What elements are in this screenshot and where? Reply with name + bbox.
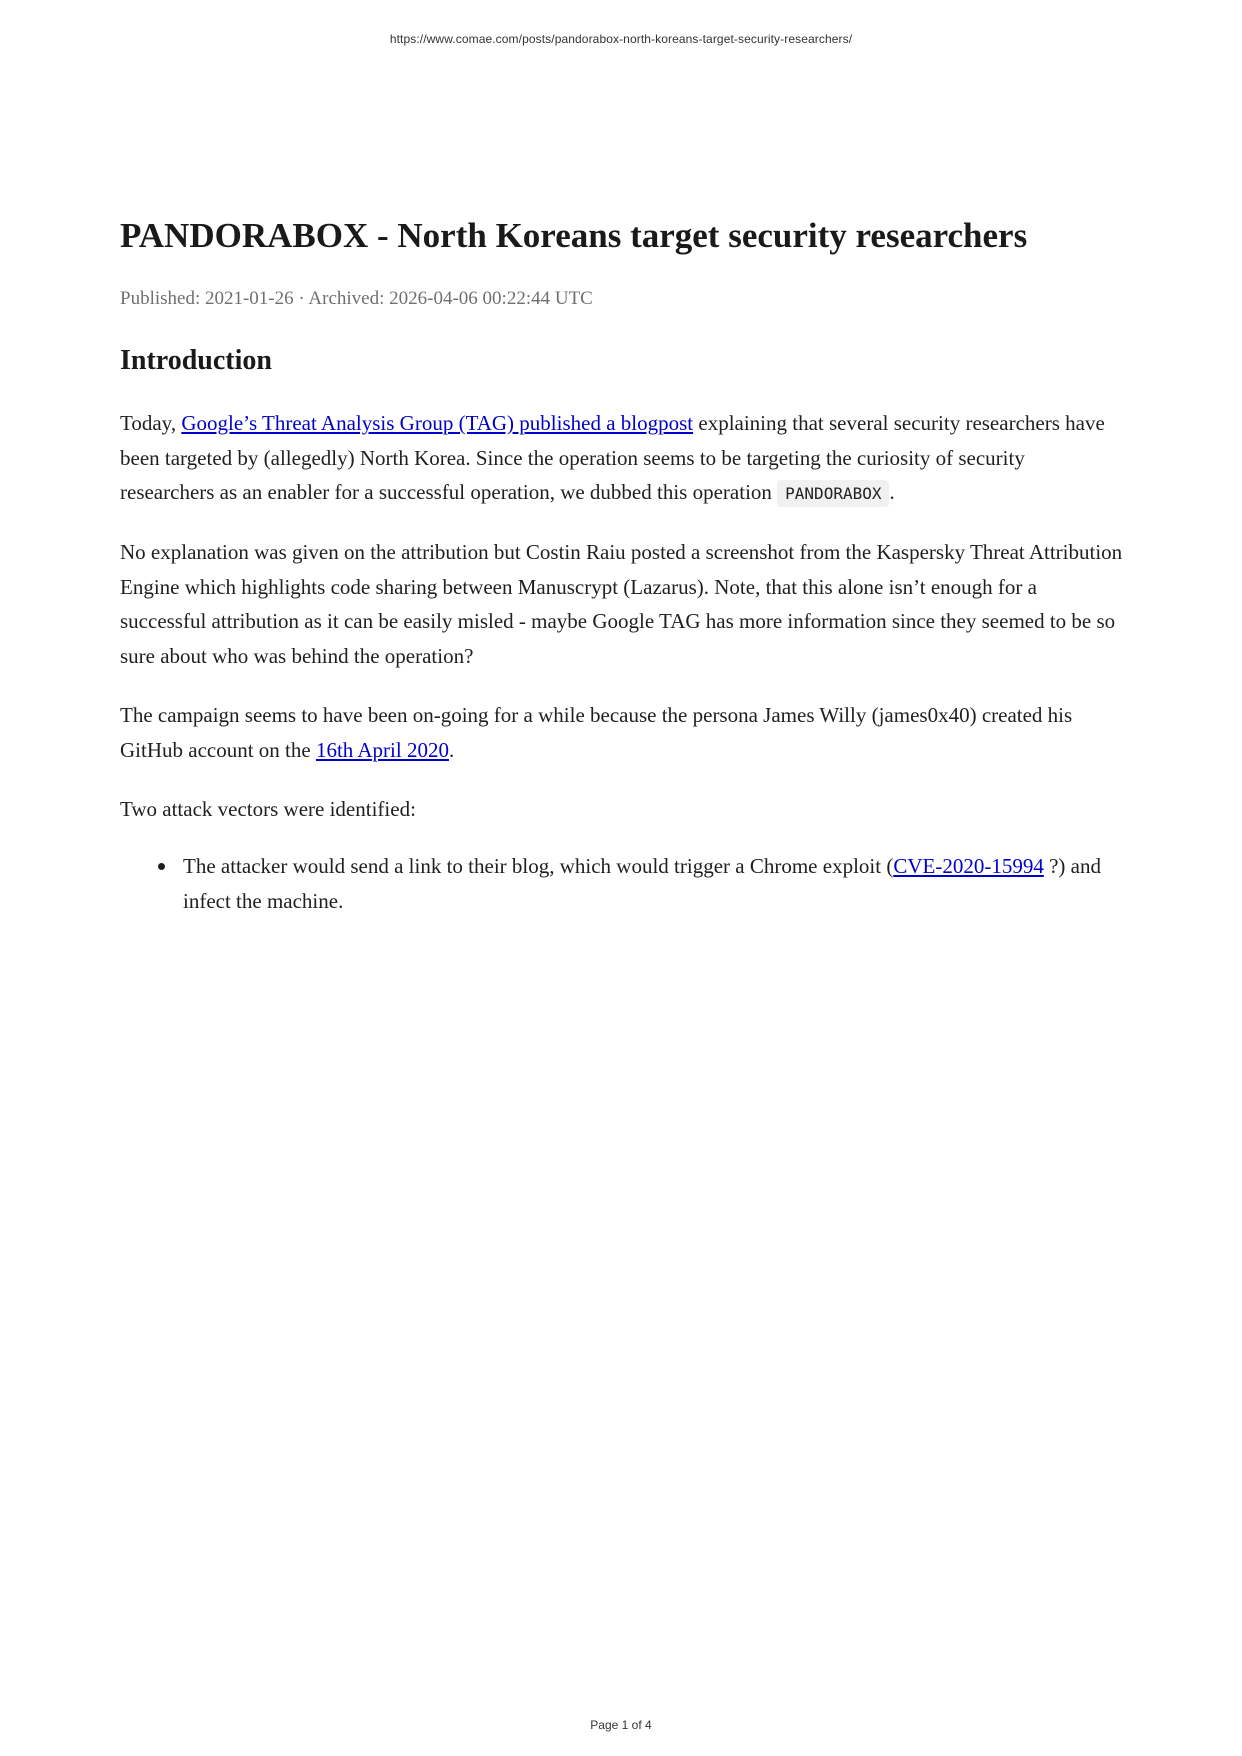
google-tag-blogpost-link[interactable]: Google’s Threat Analysis Group (TAG) published a blogpost [181,411,694,435]
list-item-text: ?) and infect the machine. [183,854,1101,913]
attack-vectors-paragraph: Two attack vectors were identified: [120,797,416,821]
attack-vector-list [120,849,1124,918]
paragraph-text: . [889,480,895,504]
intro-paragraph [120,406,1124,512]
operation-name-code: PANDORABOX [777,480,889,507]
cve-link[interactable]: CVE-2020-15994 [893,854,1044,878]
paragraph-text: The campaign seems to have been on-going for a while because the persona James Willy (james0x40) created his GitHub account on the [120,703,1073,762]
list-item [120,849,1124,918]
page-title: PANDORABOX - North Koreans target security researchers [120,216,1028,255]
section-heading-introduction: Introduction [120,345,272,376]
page-number: Page 1 of 4 [590,1718,652,1732]
github-date-link[interactable]: 16th April 2020 [315,737,449,762]
publish-meta: Published: 2021-01-26 · Archived: 2026-04-06 00:22:44 UTC [120,288,593,309]
campaign-paragraph [120,698,1124,767]
page-url-header: https://www.comae.com/posts/pandorabox-north-koreans-target-security-researchers/ [389,32,853,46]
paragraph-text: . [448,737,455,762]
attribution-paragraph: No explanation was given on the attribution but Costin Raiu posted a screenshot from the Kaspersky Threat Attribution Engine which highlights code sharing between Manuscrypt (Lazarus). Note, that this alone isn’t enough for a successful attribution as it can be easily misled - maybe Google TAG has more information since they seemed to be so sure about who was behind the operation? [120,540,1123,668]
paragraph-text: Today, [120,411,182,435]
bullet-icon [158,863,165,870]
paragraph-text: explaining that several security researchers have been targeted by (allegedly) North Korea. Since the operation seems to be targeting the curiosity of security researchers as an enabler for a successful operation, we dubbed this operation [120,411,1105,504]
list-item-text: The attacker would send a link to their blog, which would trigger a Chrome exploit ( [183,854,894,878]
